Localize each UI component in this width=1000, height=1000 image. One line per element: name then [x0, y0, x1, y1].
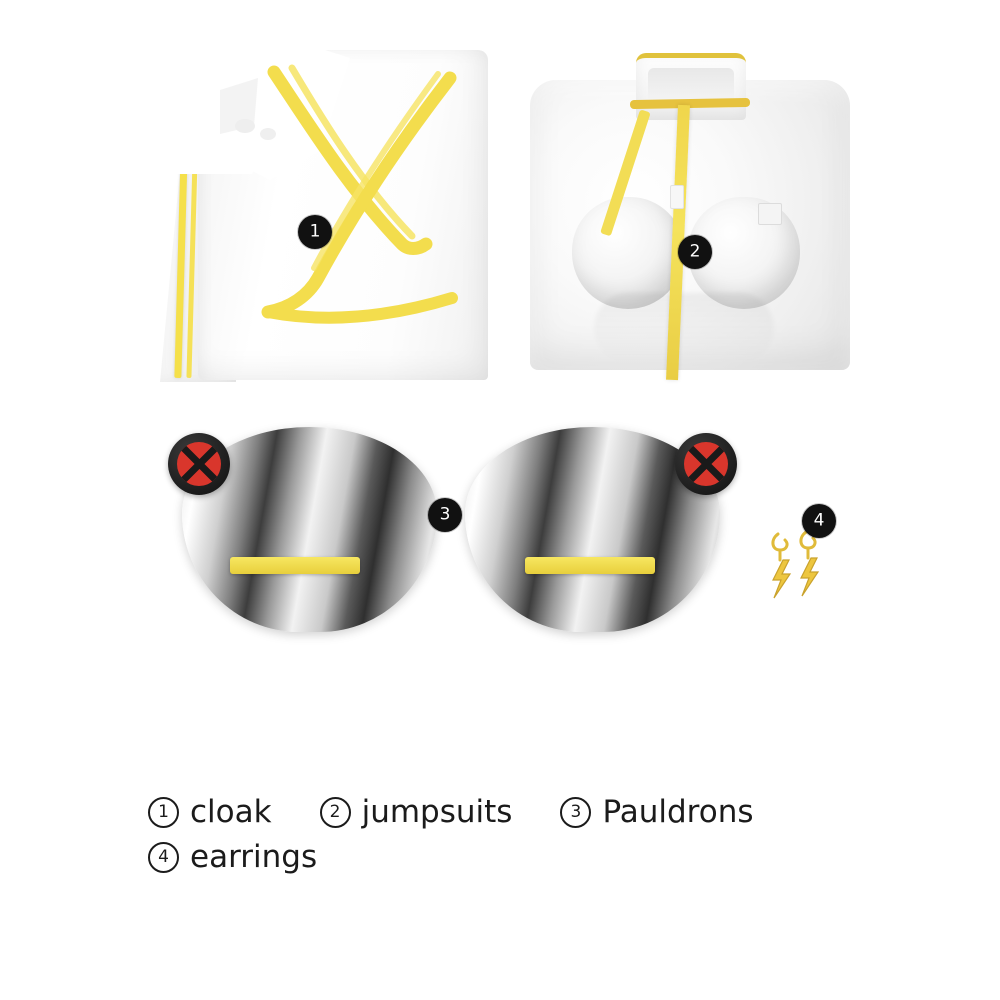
pauldron-left-gold-band — [230, 557, 360, 574]
x-emblem-icon-right — [675, 433, 737, 495]
marker-2-label: 2 — [689, 241, 701, 261]
x-emblem-disc-left — [177, 442, 221, 486]
jumpsuit-inner-tag — [670, 185, 684, 209]
marker-3 — [428, 498, 462, 532]
legend-row-2 — [148, 835, 928, 880]
legend-number-3: 3 — [560, 797, 591, 828]
marker-4 — [802, 504, 836, 538]
legend — [148, 790, 928, 880]
cloak-item — [150, 30, 490, 380]
legend-row-1 — [148, 790, 928, 835]
jumpsuit-collar — [636, 53, 746, 120]
legend-label-jumpsuits: jumpsuits — [361, 794, 513, 830]
legend-number-2: 2 — [320, 797, 351, 828]
x-emblem-icon-left — [168, 433, 230, 495]
pauldron-right-gold-band — [525, 557, 655, 574]
jumpsuit-care-tag — [758, 203, 782, 225]
jumpsuit-item — [520, 45, 860, 375]
cloak-trim-shapes — [150, 30, 490, 380]
marker-3-label: 3 — [439, 504, 451, 524]
marker-1 — [298, 215, 332, 249]
jumpsuit-abdomen-shading — [594, 293, 774, 363]
x-emblem-disc-right — [684, 442, 728, 486]
marker-1-label: 1 — [309, 221, 321, 241]
marker-4-label: 4 — [813, 510, 825, 530]
legend-number-1: 1 — [148, 797, 179, 828]
legend-label-cloak: cloak — [190, 794, 272, 830]
legend-item-pauldrons — [560, 790, 753, 835]
legend-item-earrings — [148, 835, 317, 880]
marker-2 — [678, 235, 712, 269]
legend-label-pauldrons: Pauldrons — [602, 794, 754, 830]
earrings-item — [762, 510, 852, 610]
legend-label-earrings: earrings — [190, 838, 318, 875]
legend-number-4: 4 — [148, 842, 179, 873]
pauldrons-item — [160, 415, 780, 645]
legend-item-cloak — [148, 790, 272, 835]
legend-item-jumpsuits — [320, 790, 513, 835]
